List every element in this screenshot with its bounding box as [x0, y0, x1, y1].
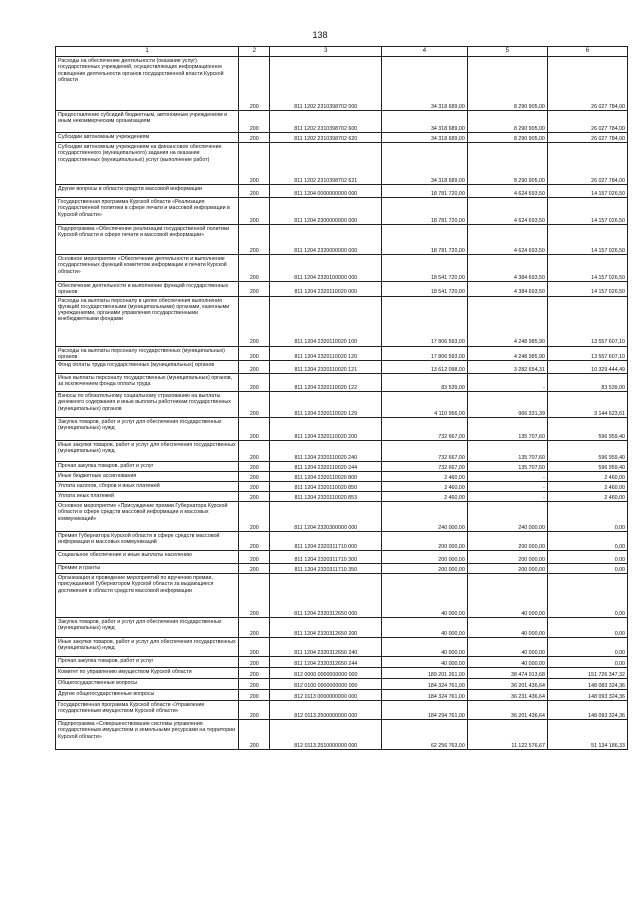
column-header: 3: [270, 47, 382, 57]
row-unexecuted-amount: 14 157 026,50: [547, 185, 627, 198]
row-approved-amount: 40 000,00: [382, 574, 468, 618]
row-name: Иные бюджетные ассигнования: [56, 472, 239, 482]
row-executed-amount: 240 000,00: [467, 502, 547, 532]
row-unexecuted-amount: 14 157 026,50: [547, 225, 627, 255]
row-code: 200: [239, 701, 270, 720]
row-approved-amount: 40 000,00: [382, 638, 468, 657]
row-approved-amount: 83 539,00: [382, 374, 468, 392]
table-row: [56, 346, 628, 361]
row-code: 200: [239, 255, 270, 282]
row-name: Иные закупки товаров, работ и услуг для обеспечения государственных (муниципальных) нужд: [56, 441, 239, 462]
row-approved-amount: 18 781 720,00: [382, 225, 468, 255]
row-code: 200: [239, 441, 270, 462]
column-header: 1: [56, 47, 239, 57]
page-number: 138: [312, 30, 328, 40]
column-header: 6: [547, 47, 627, 57]
row-classification-code: 812 0113 2510000000 000: [270, 720, 382, 750]
row-code: 200: [239, 392, 270, 418]
row-executed-amount: 200 000,00: [467, 532, 547, 551]
row-approved-amount: 34 318 689,00: [382, 57, 468, 111]
row-name: Подпрограмма «Совершенствование системы управления государственным имуществом и земельными ресурсами на территории Курской области»: [56, 720, 239, 750]
table-row: [56, 462, 628, 472]
row-unexecuted-amount: 14 157 026,50: [547, 198, 627, 225]
row-classification-code: 811 1204 2320110020 800: [270, 472, 382, 482]
row-unexecuted-amount: 26 027 784,00: [547, 143, 627, 185]
table-row: [56, 296, 628, 346]
table-row: [56, 532, 628, 551]
row-unexecuted-amount: 596 959,40: [547, 441, 627, 462]
row-executed-amount: 4 248 985,90: [467, 346, 547, 361]
table-row: [56, 198, 628, 225]
table-row: [56, 185, 628, 198]
table-header-row: [56, 47, 628, 57]
row-classification-code: 811 1204 2320110020 853: [270, 492, 382, 502]
row-approved-amount: 189 201 261,00: [382, 668, 468, 679]
row-approved-amount: 2 460,00: [382, 492, 468, 502]
row-executed-amount: 135 707,60: [467, 418, 547, 441]
row-executed-amount: 135 707,60: [467, 441, 547, 462]
row-unexecuted-amount: 2 460,00: [547, 482, 627, 492]
row-name: Подпрограмма «Обеспечение реализации государственной политики Курской области в сфере печати и массовой информации»: [56, 225, 239, 255]
row-approved-amount: 40 000,00: [382, 618, 468, 638]
row-approved-amount: 18 541 720,00: [382, 282, 468, 297]
row-name: Расходы на выплаты персоналу в целях обеспечения выполнения функций государственными (муниципальными) органами, казенными учреждениями, органами управления государственными внебюджетными фондами: [56, 296, 239, 346]
row-classification-code: 812 0113 2500000000 000: [270, 701, 382, 720]
row-classification-code: 811 1204 2320110020 850: [270, 482, 382, 492]
row-classification-code: 811 1204 2320311710 000: [270, 532, 382, 551]
table-row: [56, 441, 628, 462]
row-approved-amount: 17 806 593,00: [382, 346, 468, 361]
table-row: [56, 418, 628, 441]
table-row: [56, 225, 628, 255]
row-classification-code: 811 1204 2320110020 100: [270, 296, 382, 346]
row-executed-amount: 4 248 985,90: [467, 296, 547, 346]
row-code: 200: [239, 418, 270, 441]
row-unexecuted-amount: 2 460,00: [547, 472, 627, 482]
row-executed-amount: 38 474 913,68: [467, 668, 547, 679]
table-row: [56, 374, 628, 392]
row-classification-code: 811 1204 2320312650 244: [270, 657, 382, 668]
row-unexecuted-amount: 3 144 623,61: [547, 392, 627, 418]
table-row: [56, 564, 628, 574]
row-approved-amount: 13 612 098,00: [382, 361, 468, 374]
row-approved-amount: 732 667,00: [382, 462, 468, 472]
row-name: Расходы на обеспечение деятельности (оказание услуг) государственных учреждений, осуществляющих информационное освещение деятельности органов государственной власти Курской области: [56, 57, 239, 111]
row-executed-amount: 8 290 905,00: [467, 143, 547, 185]
row-executed-amount: 200 000,00: [467, 551, 547, 564]
row-unexecuted-amount: 596 959,40: [547, 462, 627, 472]
row-code: 200: [239, 532, 270, 551]
row-code: 200: [239, 462, 270, 472]
row-classification-code: 811 1204 2320300000 000: [270, 502, 382, 532]
row-classification-code: 811 1202 2310398702 621: [270, 143, 382, 185]
row-unexecuted-amount: 151 726 347,32: [547, 668, 627, 679]
row-approved-amount: 34 318 689,00: [382, 143, 468, 185]
table-row: [56, 690, 628, 701]
row-executed-amount: 8 290 905,00: [467, 57, 547, 111]
table-row: [56, 482, 628, 492]
row-approved-amount: 2 460,00: [382, 482, 468, 492]
row-unexecuted-amount: 0,00: [547, 532, 627, 551]
row-name: Социальное обеспечение и иные выплаты населению: [56, 551, 239, 564]
table-row: [56, 618, 628, 638]
table-row: [56, 574, 628, 618]
row-unexecuted-amount: 51 134 186,33: [547, 720, 627, 750]
table-row: [56, 57, 628, 111]
row-name: Иные закупки товаров, работ и услуг для обеспечения государственных (муниципальных) нужд: [56, 638, 239, 657]
row-executed-amount: 135 707,60: [467, 462, 547, 472]
budget-execution-table: [55, 46, 628, 750]
row-code: 200: [239, 472, 270, 482]
row-approved-amount: 200 000,00: [382, 551, 468, 564]
table-row: [56, 638, 628, 657]
row-approved-amount: 34 318 689,00: [382, 111, 468, 133]
row-code: 200: [239, 638, 270, 657]
row-classification-code: 811 1204 2300000000 000: [270, 198, 382, 225]
row-approved-amount: 2 460,00: [382, 472, 468, 482]
table-row: [56, 701, 628, 720]
row-name: Другие вопросы в области средств массовой информации: [56, 185, 239, 198]
row-name: Общегосударственные вопросы: [56, 679, 239, 690]
row-name: Расходы на выплаты персоналу государственных (муниципальных) органов: [56, 346, 239, 361]
row-approved-amount: 17 806 593,00: [382, 296, 468, 346]
row-approved-amount: 732 667,00: [382, 418, 468, 441]
row-executed-amount: -: [467, 472, 547, 482]
row-classification-code: 811 1204 2320311710 300: [270, 551, 382, 564]
row-executed-amount: 4 624 693,50: [467, 198, 547, 225]
row-code: 200: [239, 198, 270, 225]
row-executed-amount: 8 290 905,00: [467, 133, 547, 143]
row-code: 200: [239, 492, 270, 502]
row-name: Основное мероприятие «Обеспечение деятельности и выполнение государственных функций комитетом информации и печати Курской области»: [56, 255, 239, 282]
row-name: Прочая закупка товаров, работ и услуг: [56, 462, 239, 472]
row-unexecuted-amount: 26 027 784,00: [547, 111, 627, 133]
row-executed-amount: 4 384 693,50: [467, 255, 547, 282]
row-executed-amount: 36 201 436,64: [467, 679, 547, 690]
row-name: Основное мероприятие «Присуждение премии Губернатора Курской области в сфере средств массовой информации и массовых коммуникаций»: [56, 502, 239, 532]
row-executed-amount: 966 331,39: [467, 392, 547, 418]
row-classification-code: 811 1204 2320312650 240: [270, 638, 382, 657]
row-name: Уплата иных платежей: [56, 492, 239, 502]
row-executed-amount: 4 624 693,50: [467, 185, 547, 198]
table-row: [56, 361, 628, 374]
row-name: Предоставление субсидий бюджетным, автономным учреждениям и иным некоммерческим организациям: [56, 111, 239, 133]
table-row: [56, 111, 628, 133]
row-classification-code: 811 1204 2320311710 350: [270, 564, 382, 574]
row-name: Закупка товаров, работ и услуг для обеспечения государственных (муниципальных) нужд: [56, 418, 239, 441]
row-classification-code: 811 1204 2320100000 000: [270, 255, 382, 282]
row-code: 200: [239, 690, 270, 701]
row-unexecuted-amount: 13 557 607,10: [547, 296, 627, 346]
row-unexecuted-amount: 148 093 324,36: [547, 690, 627, 701]
table-row: [56, 282, 628, 297]
row-code: 200: [239, 564, 270, 574]
row-approved-amount: 18 541 720,00: [382, 255, 468, 282]
row-approved-amount: 18 781 720,00: [382, 185, 468, 198]
row-classification-code: 811 1204 2320312650 000: [270, 574, 382, 618]
row-approved-amount: 4 110 956,00: [382, 392, 468, 418]
row-classification-code: 811 1204 2320110020 000: [270, 282, 382, 297]
row-unexecuted-amount: 10 329 444,49: [547, 361, 627, 374]
row-unexecuted-amount: 2 460,00: [547, 492, 627, 502]
table-row: [56, 679, 628, 690]
row-code: 200: [239, 143, 270, 185]
row-classification-code: 811 1202 2310398702 000: [270, 57, 382, 111]
row-classification-code: 811 1202 2310398702 600: [270, 111, 382, 133]
row-name: Прочая закупка товаров, работ и услуг: [56, 657, 239, 668]
row-approved-amount: 240 000,00: [382, 502, 468, 532]
row-code: 200: [239, 282, 270, 297]
row-unexecuted-amount: 0,00: [547, 564, 627, 574]
row-executed-amount: 40 000,00: [467, 618, 547, 638]
row-classification-code: 811 1204 2320110020 120: [270, 346, 382, 361]
row-code: 200: [239, 679, 270, 690]
row-executed-amount: 4 624 693,50: [467, 225, 547, 255]
row-code: 200: [239, 133, 270, 143]
row-approved-amount: 40 000,00: [382, 657, 468, 668]
row-name: Уплата налогов, сборов и иных платежей: [56, 482, 239, 492]
row-executed-amount: 40 000,00: [467, 574, 547, 618]
row-executed-amount: 8 290 905,00: [467, 111, 547, 133]
row-executed-amount: 200 000,00: [467, 564, 547, 574]
row-classification-code: 812 0000 0000000000 000: [270, 668, 382, 679]
row-classification-code: 811 1204 2320312650 200: [270, 618, 382, 638]
row-approved-amount: 184 294 761,00: [382, 701, 468, 720]
row-name: Организация и проведение мероприятий по вручению премии, присуждаемой Губернатором Курской области за выдающиеся достижения в области средств массовой информации: [56, 574, 239, 618]
row-code: 200: [239, 502, 270, 532]
row-code: 200: [239, 668, 270, 679]
row-classification-code: 811 1204 2320110020 121: [270, 361, 382, 374]
row-unexecuted-amount: 14 157 026,50: [547, 282, 627, 297]
row-unexecuted-amount: 0,00: [547, 551, 627, 564]
row-executed-amount: 11 122 576,67: [467, 720, 547, 750]
row-code: 200: [239, 482, 270, 492]
row-name: Обеспечение деятельности и выполнение функций государственных органов: [56, 282, 239, 297]
row-executed-amount: 40 000,00: [467, 638, 547, 657]
row-executed-amount: -: [467, 492, 547, 502]
table-row: [56, 143, 628, 185]
column-header: 5: [467, 47, 547, 57]
row-unexecuted-amount: 83 539,00: [547, 374, 627, 392]
row-unexecuted-amount: 596 959,40: [547, 418, 627, 441]
row-executed-amount: 3 282 654,31: [467, 361, 547, 374]
table-row: [56, 657, 628, 668]
row-executed-amount: -: [467, 374, 547, 392]
row-name: Премия Губернатора Курской области в сфере средств массовой информации и массовых коммуникаций: [56, 532, 239, 551]
row-unexecuted-amount: 14 157 026,50: [547, 255, 627, 282]
row-classification-code: 811 1202 2310398702 620: [270, 133, 382, 143]
row-approved-amount: 200 000,00: [382, 532, 468, 551]
table-row: [56, 392, 628, 418]
row-classification-code: 811 1204 2320000000 000: [270, 225, 382, 255]
row-name: Взносы по обязательному социальному страхованию на выплаты денежного содержания и иные выплаты работникам государственных (муниципальных) органов: [56, 392, 239, 418]
row-classification-code: 811 1204 2320110020 122: [270, 374, 382, 392]
row-code: 200: [239, 225, 270, 255]
table-row: [56, 668, 628, 679]
table-row: [56, 472, 628, 482]
row-name: Иные выплаты персоналу государственных (муниципальных) органов, за исключением фонда оплаты труда: [56, 374, 239, 392]
table-row: [56, 551, 628, 564]
table-row: [56, 492, 628, 502]
row-unexecuted-amount: 148 093 324,36: [547, 701, 627, 720]
row-name: Субсидии автономным учреждениям: [56, 133, 239, 143]
row-code: 200: [239, 574, 270, 618]
row-approved-amount: 184 324 761,00: [382, 679, 468, 690]
row-unexecuted-amount: 0,00: [547, 574, 627, 618]
row-approved-amount: 732 667,00: [382, 441, 468, 462]
row-unexecuted-amount: 0,00: [547, 502, 627, 532]
row-code: 200: [239, 185, 270, 198]
row-executed-amount: 36 231 436,64: [467, 690, 547, 701]
row-executed-amount: -: [467, 482, 547, 492]
table-row: [56, 720, 628, 750]
row-executed-amount: 36 201 436,64: [467, 701, 547, 720]
row-name: Государственная программа Курской области «Управление государственным имуществом Курской области»: [56, 701, 239, 720]
row-unexecuted-amount: 0,00: [547, 638, 627, 657]
row-code: 200: [239, 111, 270, 133]
row-approved-amount: 184 324 761,00: [382, 690, 468, 701]
row-unexecuted-amount: 0,00: [547, 657, 627, 668]
row-name: Премии и гранты: [56, 564, 239, 574]
row-code: 200: [239, 551, 270, 564]
row-name: Государственная программа Курской области «Реализация государственной политики в сфере печати и массовой информации в Курской области»: [56, 198, 239, 225]
row-name: Закупка товаров, работ и услуг для обеспечения государственных (муниципальных) нужд: [56, 618, 239, 638]
row-unexecuted-amount: 148 083 324,36: [547, 679, 627, 690]
row-executed-amount: 40 000,00: [467, 657, 547, 668]
row-unexecuted-amount: 13 557 607,10: [547, 346, 627, 361]
column-header: 4: [382, 47, 468, 57]
row-code: 200: [239, 720, 270, 750]
row-approved-amount: 200 000,00: [382, 564, 468, 574]
row-name: Субсидии автономным учреждениям на финансовое обеспечение государственного (муниципального) задания на оказание государственных (муниципальных) услуг (выполнение работ): [56, 143, 239, 185]
row-unexecuted-amount: 0,00: [547, 618, 627, 638]
row-name: Другие общегосударственные вопросы: [56, 690, 239, 701]
row-classification-code: 811 1204 2320110020 200: [270, 418, 382, 441]
row-unexecuted-amount: 26 027 784,00: [547, 57, 627, 111]
row-classification-code: 811 1204 2320110020 240: [270, 441, 382, 462]
row-classification-code: 811 1204 2320110020 129: [270, 392, 382, 418]
table-row: [56, 502, 628, 532]
row-code: 200: [239, 346, 270, 361]
row-code: 200: [239, 57, 270, 111]
table-row: [56, 255, 628, 282]
row-code: 200: [239, 361, 270, 374]
column-header: 2: [239, 47, 270, 57]
row-executed-amount: 4 384 693,50: [467, 282, 547, 297]
row-classification-code: 812 0113 0000000000 000: [270, 690, 382, 701]
row-classification-code: 811 1204 0000000000 000: [270, 185, 382, 198]
row-approved-amount: 34 318 689,00: [382, 133, 468, 143]
table-row: [56, 133, 628, 143]
row-name: Комитет по управлению имуществом Курской области: [56, 668, 239, 679]
row-unexecuted-amount: 26 027 784,00: [547, 133, 627, 143]
row-classification-code: 811 1204 2320110020 244: [270, 462, 382, 472]
row-classification-code: 812 0100 0000000000 000: [270, 679, 382, 690]
row-code: 200: [239, 657, 270, 668]
row-approved-amount: 18 781 720,00: [382, 198, 468, 225]
row-approved-amount: 62 256 763,00: [382, 720, 468, 750]
row-code: 200: [239, 618, 270, 638]
row-code: 200: [239, 296, 270, 346]
row-name: Фонд оплаты труда государственных (муниципальных) органов: [56, 361, 239, 374]
row-code: 200: [239, 374, 270, 392]
